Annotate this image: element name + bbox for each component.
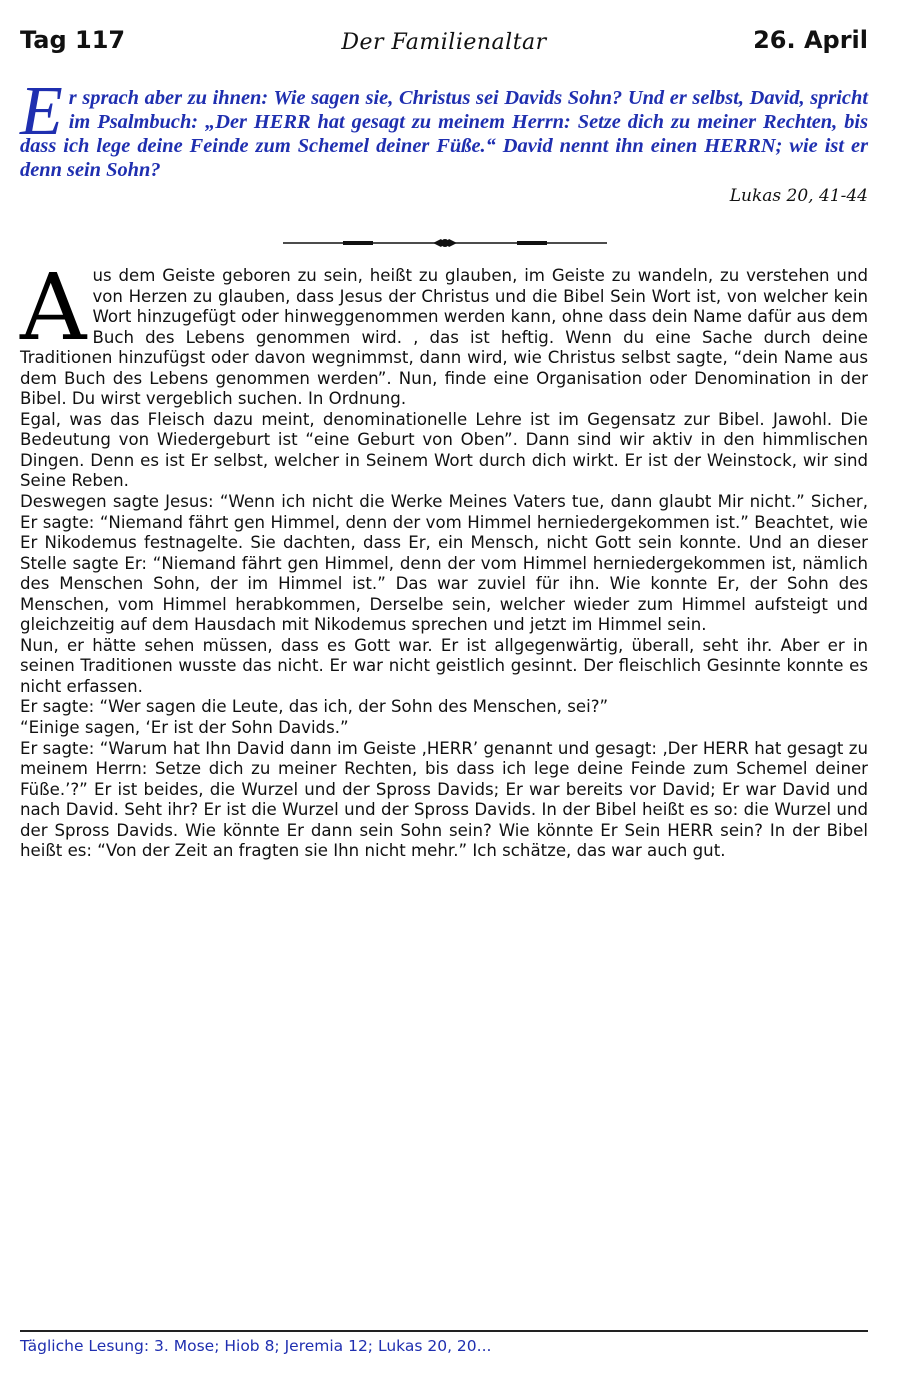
- scripture-verse: [20, 73, 868, 206]
- paragraph-text: us dem Geiste geboren zu sein, heißt zu glauben, im Geiste zu wandeln, zu verstehen und von Herzen zu glauben, dass Jesus der Christus und die Bibel Sein Wort ist, von welcher kein Wort hinzugefügt oder hinweggenommen werden kann, ohne dass dein Name dafür aus dem Buch des Lebens genommen wird. , das ist heftig. Wenn du eine Sache durch deine Traditionen hinzufügst oder davon wegnimmst, dann wird, wie Christus selbst sagte, “dein Name aus dem Buch des Lebens genommen werden”. Nun, finde eine Organisation oder Denomination in der Bibel. Du wirst vergeblich suchen. In Ordnung.: [20, 266, 868, 409]
- verse-initial-letter: E: [20, 73, 63, 150]
- paragraph: Er sagte: “Warum hat Ihn David dann im Geiste ‚HERR’ genannt und gesagt: ‚Der HERR hat gesagt zu meinem Herrn: Setze dich zu meiner Rechten, bis dass ich lege deine Feinde zum Schemel deiner Füße.’?” Er ist beides, die Wurzel und der Spross Davids; Er war bereits vor David; Er war David und nach David. Seht ihr? Er ist die Wurzel und der Spross Davids. In der Bibel heißt es so: die Wurzel und der Spross Davids. Wie könnte Er dann sein Sohn sein? Wie könnte Er Sein HERR sein? In der Bibel heißt es: “Von der Zeit an fragten sie Ihn nicht mehr.” Ich schätze, das war auch gut.: [20, 738, 868, 861]
- verse-text: r sprach aber zu ihnen: Wie sagen sie, Christus sei Davids Sohn? Und er selbst, David, spricht im Psalmbuch: „Der HERR hat gesagt zu meinem Herrn: Setze dich zu meiner Rechten, bis dass ich lege deine Feinde zum Schemel deiner Füße.“ David nennt ihn einen HERRN; wie ist er denn sein Sohn?: [20, 87, 868, 181]
- ornamental-divider: [283, 236, 607, 250]
- footer-divider: [20, 1330, 868, 1332]
- page-header: [20, 26, 868, 60]
- paragraph: [20, 254, 868, 410]
- paragraph: “Einige sagen, ‘Er ist der Sohn Davids.”: [20, 718, 349, 738]
- paragraph: Egal, was das Fleisch dazu meint, denominationelle Lehre ist im Gegensatz zur Bibel. Jawohl. Die Bedeutung von Wiedergeburt ist “eine Geburt von Oben”. Dann sind wir aktiv in den himmlischen Dingen. Denn es ist Er selbst, welcher in Seinem Wort durch dich wirkt. Er ist der Weinstock, wir sind Seine Reben.: [20, 409, 868, 491]
- daily-reading: Tägliche Lesung: 3. Mose; Hiob 8; Jeremia 12; Lukas 20, 20...: [20, 1337, 492, 1355]
- verse-reference: Lukas 20, 41-44: [729, 186, 868, 206]
- day-number: Tag 117: [20, 26, 126, 54]
- paragraph: Deswegen sagte Jesus: “Wenn ich nicht die Werke Meines Vaters tue, dann glaubt Mir nicht.” Sicher, Er sagte: “Niemand fährt gen Himmel, denn der vom Himmel herniedergekommen ist.” Beachtet, wie Er Nikodemus festnagelte. Sie dachten, dass Er, ein Mensch, nicht Gott sein konnte. Und an dieser Stelle sagte Er: “Niemand fährt gen Himmel, denn der vom Himmel herniedergekommen ist, nämlich des Menschen Sohn, der im Himmel ist.” Das war zuviel für ihn. Wie konnte Er, der Sohn des Menschen, vom Himmel herabkommen, Derselbe sein, welcher wieder zum Himmel aufsteigt und gleichzeitig auf dem Hausdach mit Nikodemus sprechen und jetzt im Himmel sein.: [20, 492, 868, 635]
- devotional-body: [20, 254, 868, 862]
- paragraph: Er sagte: “Wer sagen die Leute, das ich, der Sohn des Menschen, sei?”: [20, 697, 609, 717]
- book-title: Der Familienaltar: [341, 30, 547, 55]
- drop-cap-initial: A: [20, 254, 87, 361]
- body-text: [20, 254, 868, 862]
- verse-text-block: [20, 73, 868, 182]
- date-label: 26. April: [753, 26, 868, 54]
- paragraph: Nun, er hätte sehen müssen, dass es Gott war. Er ist allgegenwärtig, überall, seht ihr. Aber er in seinen Traditionen wusste das nicht. Er war nicht geistlich gesinnt. Der fleischlich Gesinnte konnte es nicht erfassen.: [20, 635, 868, 696]
